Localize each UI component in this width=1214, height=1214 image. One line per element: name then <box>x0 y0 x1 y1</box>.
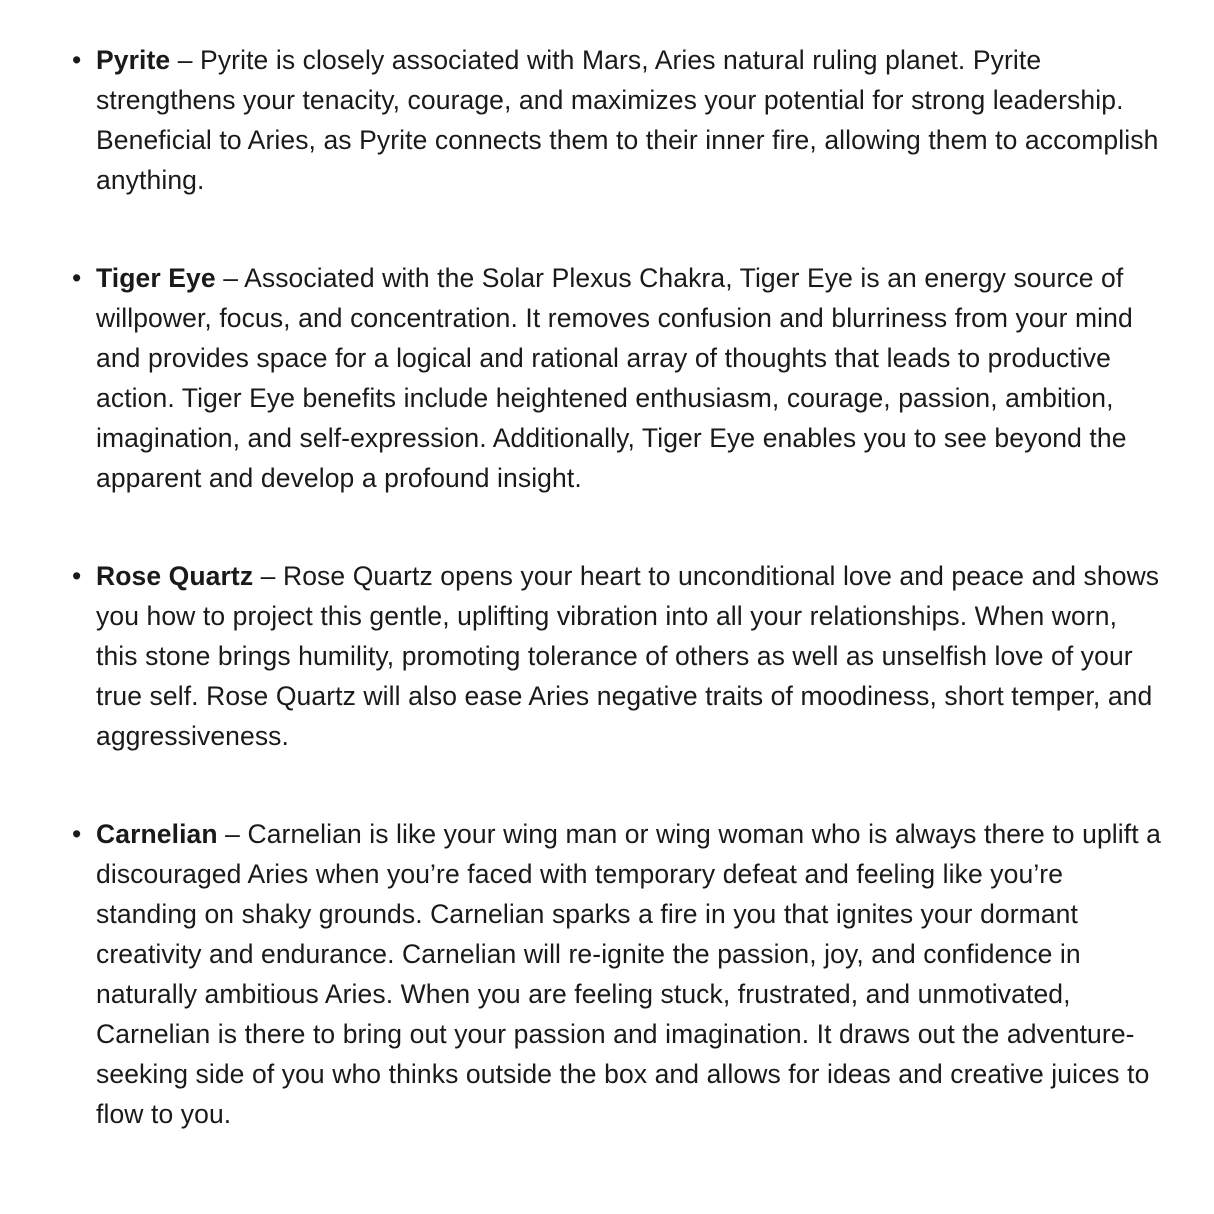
term-separator: – <box>260 561 276 591</box>
crystal-bullet-list <box>0 40 1166 1134</box>
crystal-term: Pyrite <box>96 45 171 75</box>
list-item-rose-quartz <box>74 556 1166 756</box>
term-separator: – <box>225 819 240 849</box>
list-item-carnelian <box>74 814 1166 1134</box>
list-item-tiger-eye <box>74 258 1166 498</box>
bullet-marker: • <box>72 45 82 75</box>
crystal-description: Pyrite is closely associated with Mars, Aries natural ruling planet. Pyrite strengthens your tenacity, courage, and maximizes your potential for strong leadership. Beneficial to Aries, as Pyrite connects them to their inner fire, allowing them to accomplish anything. <box>96 45 1159 195</box>
term-separator: – <box>177 45 193 75</box>
crystal-description: Rose Quartz opens your heart to unconditional love and peace and shows you how to project this gentle, uplifting vibration into all your relationships. When worn, this stone brings humility, promoting tolerance of others as well as unselfish love of your true self. Rose Quartz will also ease Aries negative traits of moodiness, short temper, and aggressiveness. <box>96 561 1160 751</box>
crystal-term: Rose Quartz <box>96 561 254 591</box>
bullet-marker: • <box>72 561 82 591</box>
list-item-pyrite <box>74 40 1166 200</box>
crystal-description: Carnelian is like your wing man or wing woman who is always there to uplift a discouraged Aries when you’re faced with temporary defeat and feeling like you’re standing on shaky grounds. Carnelian sparks a fire in you that ignites your dormant creativity and endurance. Carnelian will re-ignite the passion, joy, and confidence in naturally ambitious Aries. When you are feeling stuck, frustrated, and unmotivated, Carnelian is there to bring out your passion and imagination. It draws out the adventure-seeking side of you who thinks outside the box and allows for ideas and creative juices to flow to you. <box>96 819 1161 1129</box>
crystal-description: Associated with the Solar Plexus Chakra, Tiger Eye is an energy source of willpower, focus, and concentration. It removes confusion and blurriness from your mind and provides space for a logical and rational array of thoughts that leads to productive action. Tiger Eye benefits include heightened enthusiasm, courage, passion, ambition, imagination, and self-expression. Additionally, Tiger Eye enables you to see beyond the apparent and develop a profound insight. <box>96 263 1133 493</box>
crystal-term: Carnelian <box>96 819 218 849</box>
crystal-term: Tiger Eye <box>96 263 216 293</box>
bullet-marker: • <box>72 819 82 849</box>
term-separator: – <box>223 263 239 293</box>
bullet-marker: • <box>72 263 82 293</box>
